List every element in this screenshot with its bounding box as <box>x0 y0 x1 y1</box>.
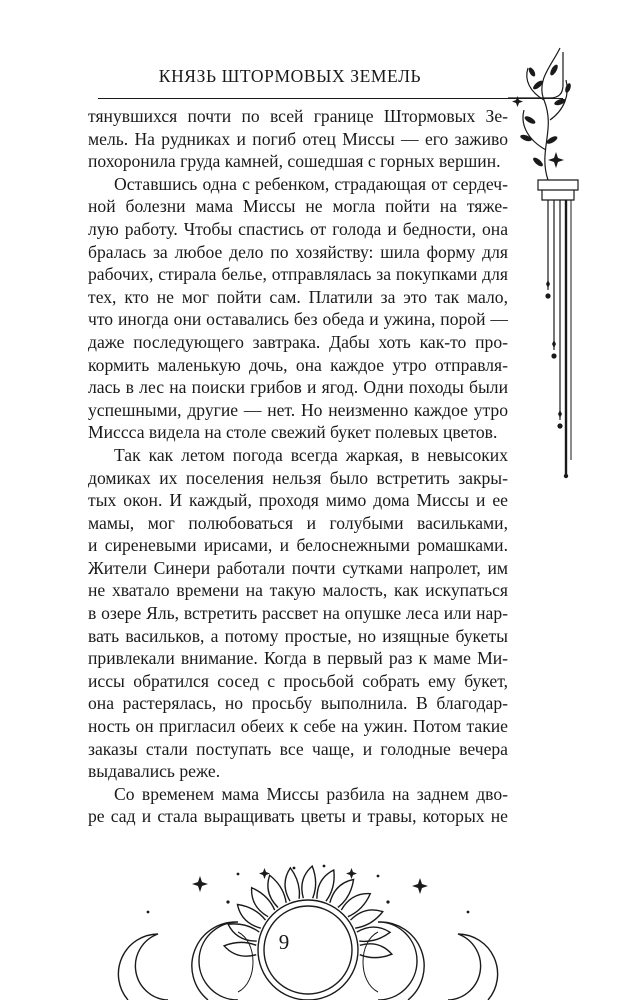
sun-ray <box>302 866 316 898</box>
text-line: Так как летом погода всегда жаркая, в невысоких <box>114 444 508 465</box>
text-line: Оставшись одна с ребенком, страдающая от сердеч- <box>114 173 508 194</box>
sun-ray <box>252 888 275 917</box>
text-line: привлекали внимание. Когда в первый раз к маме Ми- <box>88 648 508 669</box>
running-head-title: КНЯЗЬ ШТОРМОВЫХ ЗЕМЕЛЬ <box>158 66 422 86</box>
text-line: домиках их поселения нельзя было встретить закры- <box>88 467 508 488</box>
text-line: лась в лес на поиски грибов и ягод. Одни походы были <box>88 377 508 398</box>
text-line: не хватало времени на такую малость, как искупаться <box>88 580 508 601</box>
text-line: тянувшихся почти по всей границе Штормовых Зе- <box>88 106 508 126</box>
text-line: Миссса видела на столе свежий букет полевых цветов. <box>88 422 498 443</box>
text-line: рабочих, стирала белье, отправлялась за покупками для <box>88 264 508 285</box>
text-line: кормить маленькую дочь, она каждое утро отправля- <box>88 354 508 375</box>
text-line: иссы обратился сосед с просьбой собрать ему букет, <box>88 670 508 691</box>
text-line: заказы стали поступать все чаще, и голодные вечера <box>88 738 508 759</box>
body-text <box>88 105 508 828</box>
sun-ray <box>357 927 390 941</box>
text-line: что иногда они оставались без обеда и ужина, порой — <box>88 309 508 330</box>
text-line: ной болезни мама Миссы не могла пойти на тяже- <box>88 196 508 217</box>
text-line: Жители Синери работали почти сутками напролет, им <box>88 557 508 578</box>
sun-ray <box>341 894 370 917</box>
text-line: бралась за любое дело по хозяйству: шила форму для <box>88 241 508 262</box>
text-line: успешными, другие — нет. Но неизменно каждое утро <box>88 399 508 420</box>
text-line: тых окон. И каждый, проходя мимо дома Миссы и ее <box>88 490 508 511</box>
text-line: мамы, мог полюбоваться и голубыми васильками, <box>88 512 508 533</box>
text-line: похоронила груда камней, сошедшая с горных вершин. <box>88 151 501 172</box>
text-line: даже последующего завтрака. Дабы хоть как-то про- <box>88 331 508 352</box>
header-rule <box>98 98 563 99</box>
text-line: мель. На рудниках и погиб отец Миссы — его заживо <box>88 128 508 149</box>
sun-ray <box>285 868 299 901</box>
page-number: 9 <box>278 930 290 954</box>
text-line: она растерялась, но просьбу выполнила. В благодар- <box>88 693 508 714</box>
sun-and-moons-ornament <box>88 862 528 1000</box>
text-line: тех, кто не мог пойти сам. Платили за это так мало, <box>88 286 508 307</box>
text-line: Со временем мама Миссы разбила на заднем дво- <box>114 783 508 804</box>
text-line: ре сад и стала выращивать цветы и травы, которых не <box>88 806 508 827</box>
text-line: вать васильков, а потому простые, но изящные букеты <box>88 625 508 646</box>
text-line: и сиреневыми ирисами, и белоснежными ромашками. <box>88 535 508 556</box>
leafy-vine-ornament <box>508 40 588 480</box>
text-line: выдавались реже. <box>88 761 221 782</box>
text-line: в озере Яль, встретить рассвет на опушке леса или нар- <box>88 603 508 624</box>
text-line: ность он пригласил обеих к себе на ужин. Потом такие <box>88 716 508 737</box>
text-line: лую работу. Чтобы спастись от голода и бедности, она <box>88 218 508 239</box>
